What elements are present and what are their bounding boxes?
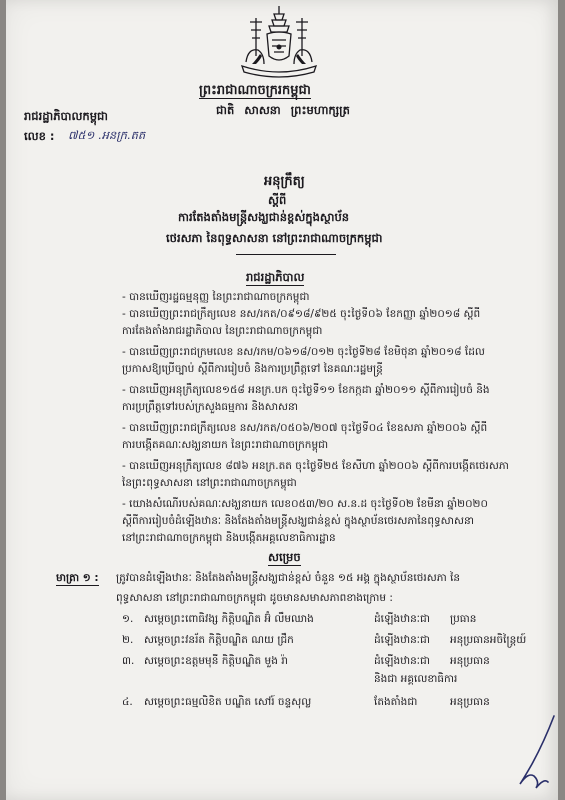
member-extra-role: និងជា អគ្គលេខាធិការ (374, 673, 458, 685)
preamble-line: - បានឃើញអនុក្រឹត្យលេខ១៥៨ អនក្រ.បក ចុះថ្ងៃទី១១ ខែកក្កដា ឆ្នាំ២០១១ ស្តីពីការរៀបចំ និង (122, 384, 490, 396)
preamble-line: ការប្រព្រឹត្តទៅរបស់ក្រសួងធម្មការ និងសាសនា (122, 401, 299, 413)
member-role: ប្រធាន (450, 613, 477, 625)
preamble-line: - បានឃើញអនុក្រឹត្យលេខ ៨៧៦ អនក្រ.តត ចុះថ្ងៃទី២៥ ខែសីហា ឆ្នាំ២០០៦ ស្តីពីការបង្កើតថេរសភា (122, 460, 509, 472)
document-number-value: ៧៥១ .អនក្រ.តត (68, 128, 146, 142)
member-role: អនុប្រធាន (450, 655, 490, 667)
member-role: អនុប្រធានអចិន្ត្រៃយ៍ (450, 634, 527, 646)
member-action: ដំឡើងឋានៈជា (374, 613, 431, 625)
member-number: ៣. (122, 655, 135, 667)
title-divider (236, 254, 336, 255)
member-number: ៤. (122, 696, 133, 708)
royal-coat-of-arms-icon (234, 4, 324, 80)
document-number-label: លេខ : (24, 129, 55, 143)
signature-mark (514, 712, 559, 790)
member-action: ដំឡើងឋានៈជា (374, 655, 431, 667)
preamble-line: នៃព្រះពុទ្ធសាសនា នៅព្រះរាជាណាចក្រកម្ពុជា (122, 477, 297, 489)
article-1-label: មាត្រា ១ : (56, 572, 99, 584)
preamble-line: ការបង្កើតគណៈសង្ឃនាយក នៃព្រះរាជាណាចក្រកម្ពុជា (122, 439, 329, 451)
article-1-text: ពុទ្ធសាសនា នៅព្រះរាជាណាចក្រកម្ពុជា ដូចមានសមាសភាពខាងក្រោម : (116, 592, 393, 604)
member-name: សម្តេចព្រះពោធិវង្ស កិត្តិបណ្ឌិត អ៊ំ លឹមឈាង (144, 613, 314, 625)
decree-subject-label: ស្តីពី (268, 193, 287, 207)
decree-subject-line-2: ថេរសភា នៃពុទ្ធសាសនា នៅព្រះរាជាណាចក្រកម្ពុជា (166, 231, 383, 245)
member-role: អនុប្រធាន (450, 696, 490, 708)
decree-subject-line-1: ការតែងតាំងមន្ត្រីសង្ឃជាន់ខ្ពស់ក្នុងស្ថាប័ន (178, 210, 350, 224)
national-motto: ជាតិ សាសនា ព្រះមហាក្សត្រ (216, 103, 350, 117)
kingdom-title: ព្រះរាជាណាចក្ររកម្ពុជា (199, 83, 311, 98)
preamble-line: - យោងសំណើរបស់គណៈសង្ឃនាយក លេខ០៥៣/២០ ស.ន.ដ ចុះថ្ងៃទី០២ ខែមីនា ឆ្នាំ២០២០ (122, 498, 488, 510)
preamble-line: ការតែងតាំងរាជរដ្ឋាភិបាល នៃព្រះរាជាណាចក្រកម្ពុជា (122, 325, 323, 337)
preamble-line: ប្រកាសឱ្យប្រើច្បាប់ ស្តីពីការរៀបចំ និងការប្រព្រឹត្តទៅ នៃគណៈរដ្ឋមន្ត្រី (122, 363, 383, 375)
decision-heading: សម្រេច (268, 550, 301, 564)
preamble-line: - បានឃើញព្រះរាជក្រឹត្យលេខ នស/រកត/០៩១៨/៩២៥ ចុះថ្ងៃទី០៦ ខែកញ្ញា ឆ្នាំ២០១៨ ស្តីពី (122, 308, 481, 320)
preamble-line: - បានឃើញរដ្ឋធម្មនុញ្ញ នៃព្រះរាជាណាចក្រកម្ពុជា (122, 291, 310, 303)
member-name: សម្តេចព្រះធម្មលិខិត បណ្ឌិត សៅរ៍ ចន្ទសុល្ល (144, 696, 312, 708)
decree-title: អនុក្រឹត្យ (264, 174, 305, 189)
preamble-line: - បានឃើញព្រះរាជក្រមលេខ នស/រកម/០៦១៨/០១២ ចុះថ្ងៃទី២៨ ខែមិថុនា ឆ្នាំ២០១៨ ដែល (122, 346, 485, 358)
member-name: សម្តេចព្រះវនរ័ត កិត្តិបណ្ឌិត ណយ ជ្រឹក (144, 634, 294, 646)
preamble-line: នៅព្រះរាជាណាចក្រកម្ពុជា និងបង្កើតអគ្គលេខាធិការដ្ឋាន (122, 532, 336, 544)
preamble-line: - បានឃើញព្រះរាជក្រឹត្យលេខ នស/រកត/០៥០៦/២០៧ ចុះថ្ងៃទី០៤ ខែឧសភា ឆ្នាំ២០០៦ ស្តីពី (122, 422, 488, 434)
member-action: តែងតាំងជា (374, 696, 418, 708)
member-name: សម្តេចព្រះឧត្តមមុនី កិត្តិបណ្ឌិត មួង រ៉ា (144, 655, 288, 667)
article-1-text: ត្រូវបានដំឡើងឋានៈ និងតែងតាំងមន្ត្រីសង្ឃជាន់ខ្ពស់ ចំនួន ១៥ អង្គ ក្នុងស្ថាប័នថេរសភា នៃ (116, 572, 461, 584)
government-name: រាជរដ្ឋាភិបាលកម្ពុជា (24, 109, 108, 123)
preamble-line: ស្តីពីការរៀបចំដំឡើងឋានៈ និងតែងតាំងមន្ត្រីសង្ឃជាន់ខ្ពស់ ក្នុងស្ថាប័នថេរសភានៃពុទ្ធសាសនា (122, 515, 475, 527)
member-number: ១. (122, 613, 134, 625)
preamble-heading: រាជរដ្ឋាភិបាល (246, 270, 305, 284)
member-number: ២. (122, 634, 134, 646)
document-page (6, 0, 558, 800)
member-action: ដំឡើងឋានៈជា (374, 634, 431, 646)
